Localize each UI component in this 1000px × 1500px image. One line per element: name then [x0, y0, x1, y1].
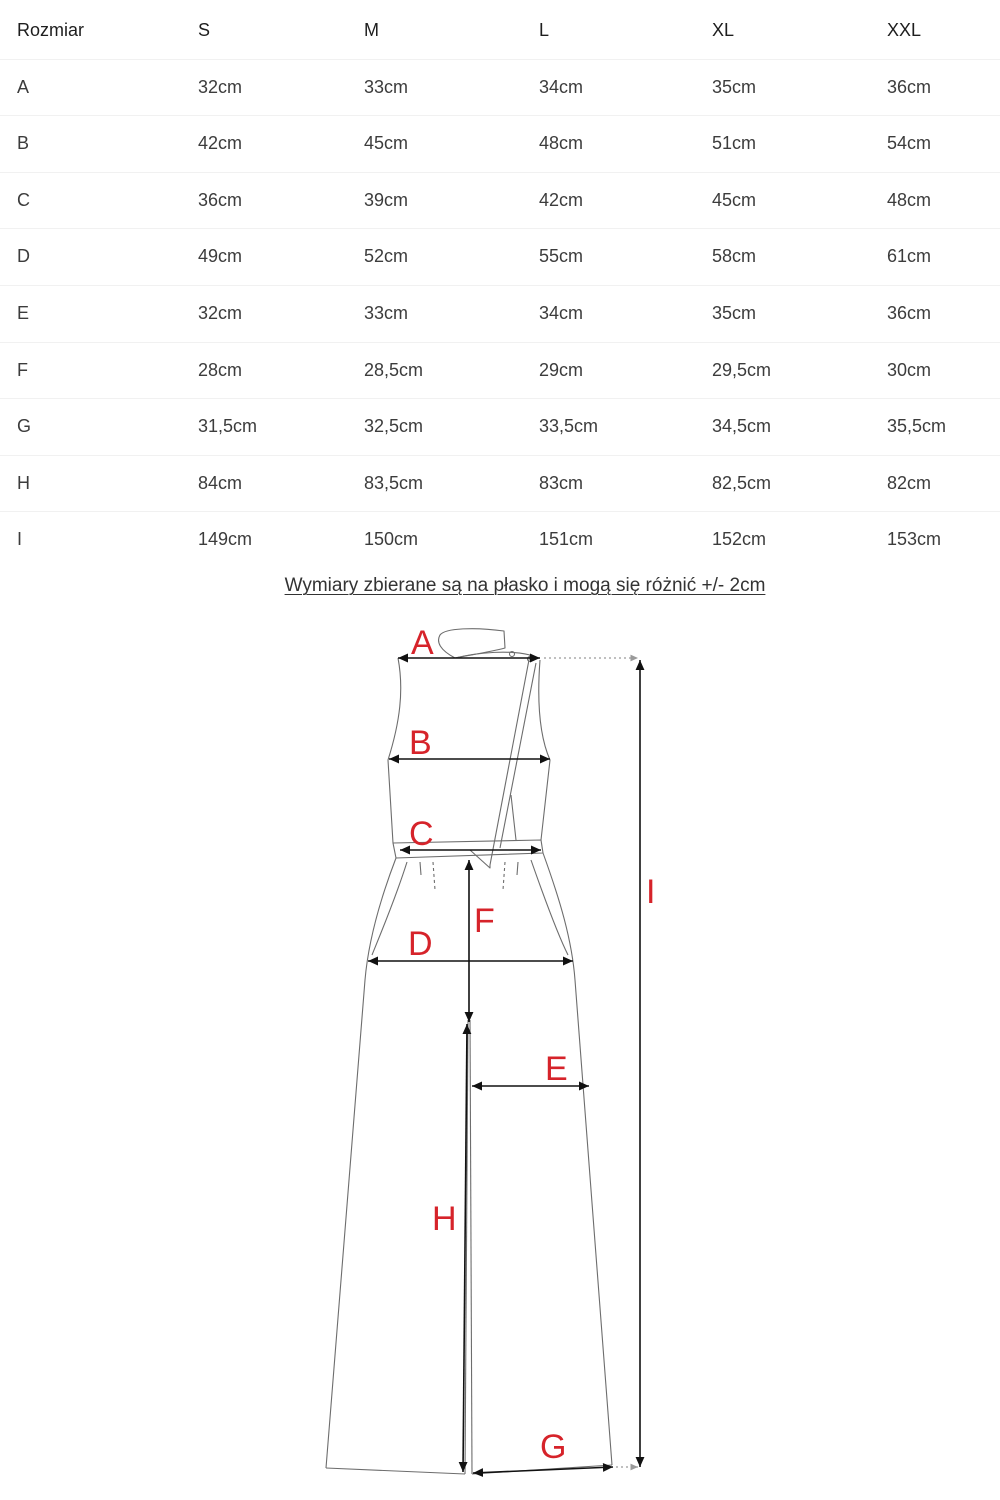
header-cell-s: S — [198, 20, 211, 40]
measurement-lines — [368, 658, 640, 1473]
table-cell: 149cm — [198, 529, 253, 550]
row-label: B — [17, 133, 30, 154]
row-label: G — [17, 416, 32, 437]
label-a: A — [411, 624, 434, 662]
measurement-note-text: Wymiary zbierane są na płasko i mogą się różnić +/- 2cm — [284, 575, 766, 596]
table-cell: 30cm — [887, 359, 932, 380]
table-cell: 51cm — [712, 133, 757, 154]
header-cell-m: M — [364, 20, 379, 40]
table-cell: 84cm — [198, 472, 243, 493]
table-cell: 36cm — [198, 189, 243, 210]
table-cell: 35,5cm — [887, 416, 947, 437]
table-cell: 45cm — [712, 189, 757, 210]
header-cell-xxl: XXL — [887, 20, 922, 40]
table-cell: 54cm — [887, 133, 932, 154]
table-cell: 29cm — [539, 359, 584, 380]
table-cell: 150cm — [364, 529, 419, 550]
header-cell-rozmiar: Rozmiar — [17, 20, 85, 40]
row-label: H — [17, 472, 30, 493]
table-cell: 42cm — [539, 189, 584, 210]
table-cell: 36cm — [887, 76, 932, 97]
table-cell: 35cm — [712, 302, 757, 323]
table-cell: 55cm — [539, 246, 584, 267]
table-cell: 28,5cm — [364, 359, 424, 380]
table-cell: 31,5cm — [198, 416, 258, 437]
table-cell: 29,5cm — [712, 359, 772, 380]
table-cell: 61cm — [887, 246, 932, 267]
header-cell-l: L — [539, 20, 550, 40]
label-b: B — [409, 724, 432, 762]
label-d: D — [408, 925, 433, 963]
label-c: C — [409, 815, 434, 853]
garment-outline — [326, 629, 612, 1474]
table-cell: 39cm — [364, 189, 409, 210]
measurement-labels — [408, 624, 655, 1466]
table-cell: 82cm — [887, 472, 932, 493]
table-cell: 32cm — [198, 76, 243, 97]
table-cell: 52cm — [364, 246, 409, 267]
row-label: A — [17, 76, 30, 97]
table-cell: 32,5cm — [364, 416, 424, 437]
table-cell: 28cm — [198, 359, 243, 380]
table-cell: 83,5cm — [364, 472, 424, 493]
table-cell: 151cm — [539, 529, 594, 550]
table-cell: 35cm — [712, 76, 757, 97]
row-label: D — [17, 246, 30, 267]
table-cell: 48cm — [887, 189, 932, 210]
label-h: H — [432, 1200, 457, 1238]
table-cell: 49cm — [198, 246, 243, 267]
table-cell: 33,5cm — [539, 416, 599, 437]
row-label: E — [17, 302, 30, 323]
table-cell: 152cm — [712, 529, 767, 550]
table-cell: 83cm — [539, 472, 584, 493]
table-cell: 82,5cm — [712, 472, 772, 493]
row-label: F — [17, 359, 28, 380]
table-cell: 45cm — [364, 133, 409, 154]
table-cell: 32cm — [198, 302, 243, 323]
table-cell: 33cm — [364, 302, 409, 323]
label-i: I — [646, 873, 656, 911]
label-g: G — [540, 1428, 567, 1466]
label-f: F — [474, 902, 495, 940]
table-cell: 58cm — [712, 246, 757, 267]
table-cell: 48cm — [539, 133, 584, 154]
row-label: I — [17, 529, 23, 550]
table-cell: 34,5cm — [712, 416, 772, 437]
table-cell: 34cm — [539, 76, 584, 97]
label-e: E — [545, 1050, 568, 1088]
table-cell: 34cm — [539, 302, 584, 323]
table-cell: 153cm — [887, 529, 942, 550]
measure-line-g — [473, 1467, 613, 1473]
table-cell: 36cm — [887, 302, 932, 323]
row-label: C — [17, 189, 30, 210]
table-cell: 33cm — [364, 76, 409, 97]
table-cell: 42cm — [198, 133, 243, 154]
header-cell-xl: XL — [712, 20, 735, 40]
